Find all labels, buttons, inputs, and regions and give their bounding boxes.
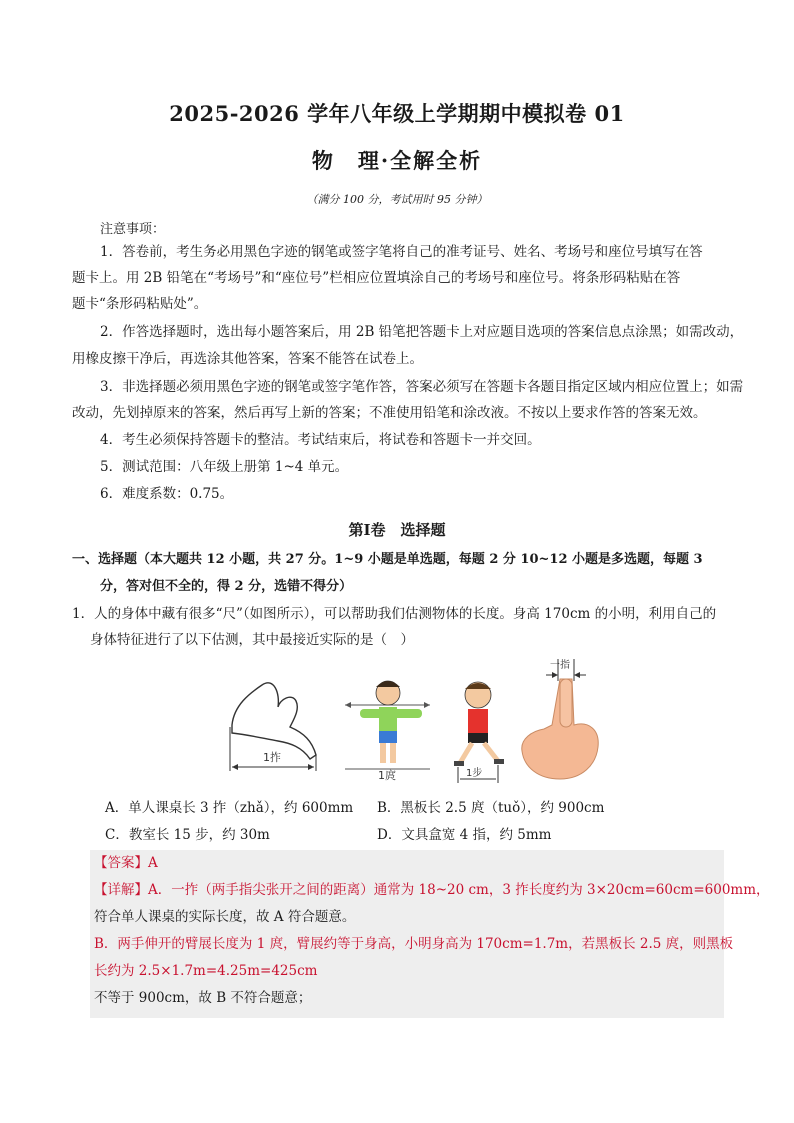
option-c: C．教室长 15 步，约 30m: [105, 827, 270, 843]
section-title: 第Ⅰ卷 选择题: [348, 521, 446, 539]
detail-line-b1: B．两手伸开的臂展长度为 1 庹，臂展约等于身高，小明身高为 170cm=1.7m，若黑板长 2.5 庹，则黑板: [94, 936, 734, 952]
page-subtitle: 物 理·全解全析: [311, 148, 483, 173]
note-line: 4．考生必须保持答题卡的整洁。考试结束后，将试卷和答题卡一并交回。: [100, 432, 541, 448]
question-1-stem: 1．人的身体中藏有很多“尺”（如图所示），可以帮助我们估测物体的长度。身高 170cm 的小明，利用自己的: [72, 606, 717, 622]
answer-label: 【答案】: [94, 855, 148, 871]
page-title: 2025-2026 学年八年级上学期期中模拟卷 01: [169, 101, 625, 126]
part-one-heading-cont: 分，答对但不全的，得 2 分，选错不得分）: [100, 579, 353, 594]
part-one-heading: 一、选择题（本大题共 12 小题，共 27 分。1~9 小题是单选题，每题 2 分 10~12 小题是多选题，每题 3: [72, 552, 703, 567]
body-ruler-figure: [220, 655, 620, 785]
notes-heading: 注意事项：: [100, 222, 166, 237]
label-tuo: 1庹: [378, 769, 396, 782]
option-b: B．黑板长 2.5 庹（tuǒ），约 900cm: [377, 800, 605, 816]
detail-line-a1: [94, 884, 770, 898]
note-line: 题卡上。用 2B 铅笔在“考场号”和“座位号”栏相应位置填涂自己的考场号和座位号。将条形码粘贴在答: [72, 270, 681, 286]
answer-line: [94, 857, 158, 871]
answer-value: A: [148, 855, 158, 871]
note-line: 2．作答选择题时，选出每小题答案后，用 2B 铅笔把答题卡上对应题目选项的答案信息点涂黑；如需改动，: [100, 324, 744, 340]
label-bu: 1步: [466, 768, 483, 779]
arm-span-icon: [345, 681, 430, 769]
label-zha: 1拃: [263, 751, 281, 764]
note-line: 3．非选择题必须用黑色字迹的钢笔或签字笔作答，答案必须写在答题卡各题目指定区域内相应位置上；如需: [100, 379, 744, 395]
question-1-stem-cont: 身体特征进行了以下估测，其中最接近实际的是（ ）: [90, 632, 414, 648]
detail-label: 【详解】: [94, 882, 148, 898]
detail-line-a2: 符合单人课桌的实际长度，故 A 符合题意。: [94, 909, 356, 925]
note-line: 题卡“条形码粘贴处”。: [72, 296, 208, 312]
note-line: 用橡皮擦干净后，再选涂其他答案，答案不能答在试卷上。: [72, 351, 423, 367]
score-line: （满分 100 分，考试用时 95 分钟）: [306, 193, 488, 206]
option-a: A．单人课桌长 3 拃（zhǎ），约 600mm: [105, 800, 354, 816]
detail-line-b2: 长约为 2.5×1.7m=4.25m=425cm: [94, 963, 318, 979]
detail-text: A．一拃（两手指尖张开之间的距离）通常为 18~20 cm，3 拃长度约为 3×20cm=60cm=600mm，: [148, 882, 770, 898]
note-line: 1．答卷前，考生务必用黑色字迹的钢笔或签字笔将自己的准考证号、姓名、考场号和座位号填写在答: [100, 244, 703, 260]
label-zhi: 一指: [550, 660, 570, 671]
note-line: 改动，先划掉原来的答案，然后再写上新的答案；不准使用铅笔和涂改液。不按以上要求作答的答案无效。: [72, 405, 707, 421]
detail-line-b3: 不等于 900cm，故 B 不符合题意；: [94, 990, 312, 1006]
finger-width-icon: [522, 659, 598, 779]
note-line: 6．难度系数：0.75。: [100, 486, 234, 502]
option-d: D．文具盒宽 4 指，约 5mm: [377, 827, 552, 843]
note-line: 5．测试范围：八年级上册第 1~4 单元。: [100, 459, 349, 475]
